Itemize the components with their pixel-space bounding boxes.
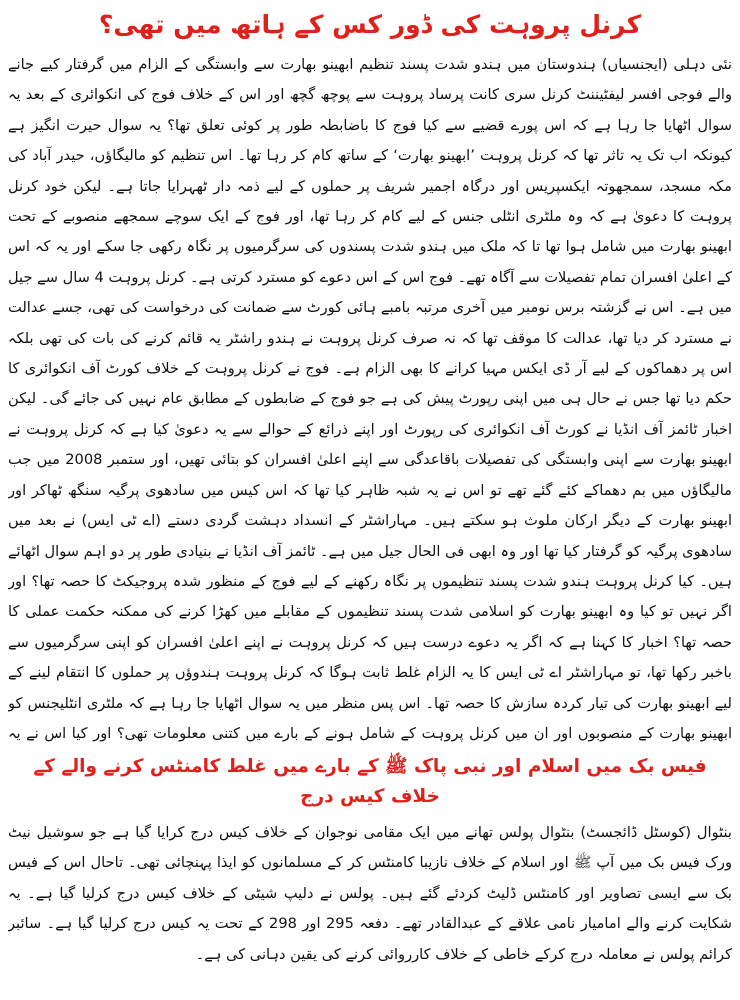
second-article-headline: فیس بک میں اسلام اور نبی پاک ﷺ کے بارے میں غلط کامنٹس کرنے والے کے خلاف کیس درج <box>33 756 707 807</box>
article-body: نئی دہلی (ایجنسیاں) ہندوستان میں ہندو شدت پسند تنظیم ابھینو بھارت سے وابستگی کے الزام میں گرفتار کیے جانے والے فوجی افسر لیفٹیننٹ کرنل سری کانت پرساد پروہت سے پوچھ گچھ اور اس کے خلاف فوج کی انکوائری کے بعد یہ سوال اٹھایا جا رہا ہے کہ اس پورے قضیے سے کیا فوج کا باضابطہ طور پر کوئی تعلق تھا؟ یہ سوال حیرت انگیز ہے کیونکہ اب تک یہ تاثر تھا کہ کرنل پروہت ’ابھینو بھارت‘ کے ساتھ کام کر رہا تھا۔ اس تنظیم کو مالیگاؤں، حیدر آباد کی مکہ مسجد، سمجھوتہ ایکسپریس اور درگاہ اجمیر شریف پر حملوں کے لیے ذمہ دار ٹھہرایا جاتا ہے۔ لیکن خود کرنل پروہت کا دعویٰ ہے کہ وہ ملٹری انٹلی جنس کے لیے کام کر رہا تھا، اور فوج کے ایک سوچے سمجھے منصوبے کے تحت ابھینو بھارت میں شامل ہوا تھا تا کہ ملک میں ہندو شدت پسندوں کی سرگرمیوں پر نگاہ رکھی جا سکے اور یہ کہ اس کے اعلیٰ افسران تمام تفصیلات سے آگاہ تھے۔ فوج اس کے اس دعوے کو مسترد کرتی ہے۔ کرنل پروہت 4 سال سے جیل میں ہے۔ اس نے گزشتہ برس نومبر میں آخری مرتبہ بامبے ہائی کورٹ سے ضمانت کی درخواست کی تھی، جسے عدالت نے مسترد کر دیا تھا، عدالت کا موقف تھا کہ نہ صرف کرنل پروہت نے ہندو راشٹر یہ قائم کرنے کی بات کی تھی بلکہ اس پر دھماکوں کے لیے آر ڈی ایکس مہیا کرانے کا بھی الزام ہے۔ فوج نے کرنل پروہت کے خلاف کورٹ آف انکوائری کا حکم دیا تھا جس نے حال ہی میں اپنی رپورٹ پیش کی ہے جو فوج کے ضابطوں کے مطابق عام نہیں کی جائے گی۔ لیکن اخبار ٹائمز آف انڈیا نے کورٹ آف انکوائری کی رپورٹ اور اپنے ذرائع کے حوالے سے یہ دعویٰ کیا ہے کہ کرنل پروہت نے ابھینو بھارت سے اپنی وابستگی کی تفصیلات باقاعدگی سے اپنے اعلیٰ افسران کو بتائی تھیں، اور ستمبر 2008 میں جب مالیگاؤں میں بم دھماکے کئے گئے تھے تو اس نے یہ شبہ ظاہر کیا تھا کہ اس کیس میں سادھوی پرگیہ سنگھ ٹھاکر اور ابھینو بھارت کے دیگر ارکان ملوث ہو سکتے ہیں۔ مہاراشٹر کے انسداد دہشت گردی دستے (اے ٹی ایس) نے بعد میں سادھوی پرگیہ کو گرفتار کیا تھا اور وہ ابھی فی الحال جیل میں ہے۔ ٹائمز آف انڈیا نے بنیادی طور پر دو اہم سوال اٹھائے ہیں۔ کیا کرنل پروہت ہندو شدت پسند تنظیموں پر نگاہ رکھنے کے لیے فوج کے منظور شدہ پروجیکٹ کا حصہ تھا؟ اور اگر نہیں تو کیا وہ ابھینو بھارت کو اسلامی شدت پسند تنظیموں کے مقابلے میں کھڑا کرنے کی ممکنہ حکمت عملی کا حصہ تھا؟ اخبار کا کہنا ہے کہ اگر یہ دعوے درست ہیں کہ کرنل پروہت نے اپنے اعلیٰ افسران کو اپنی سرگرمیوں سے باخبر رکھا تھا، تو مہاراشٹر اے ٹی ایس کا یہ الزام غلط ثابت ہوگا کہ کرنل پروہت ہندوؤں پر حملوں کا انتقام لینے کے لیے ابھینو بھارت کی تیار کردہ سازش کا حصہ تھا۔ اس پس منظر میں یہ سوال اٹھایا جا رہا ہے کہ ملٹری انٹلیجنس کو ابھینو بھارت کے منصوبوں اور ان میں کرنل پروہت کے شامل ہونے کے بارے میں کتنی معلومات تھی؟ اور کیا اس نے یہ <box>8 56 732 742</box>
second-article-body: بنٹوال (کوسٹل ڈائجسٹ) بنٹوال پولس تھانے میں ایک مقامی نوجوان کے خلاف کیس درج کرایا گیا ہے جو سوشیل نیٹ ورک فیس بک میں آپ ﷺ اور اسلام کے خلاف نازیبا کامنٹس کر کے مسلمانوں کو ایذا پہنچائی تھی۔ تاحال اس کے فیس بک سے ایسی تصاویر اور کامنٹس ڈلیٹ کردئے گئے ہیں۔ پولس نے دلیپ شیٹی کے خلاف کیس درج کرلیا گیا ہے۔ یہ شکایت کرنے والے امامیار نامی علاقے کے عبدالقادر تھے۔ دفعہ 295 اور 298 کے تحت یہ کیس درج کرلیا گیا ہے۔ سائبر کرائم پولس نے معاملہ درج کرکے خاطی کے خلاف کارروائی کرنے کی یقین دہانی کی ہے۔ <box>8 824 732 963</box>
article-headline: کرنل پروہت کی ڈور کس کے ہاتھ میں تھی؟ <box>98 10 642 39</box>
